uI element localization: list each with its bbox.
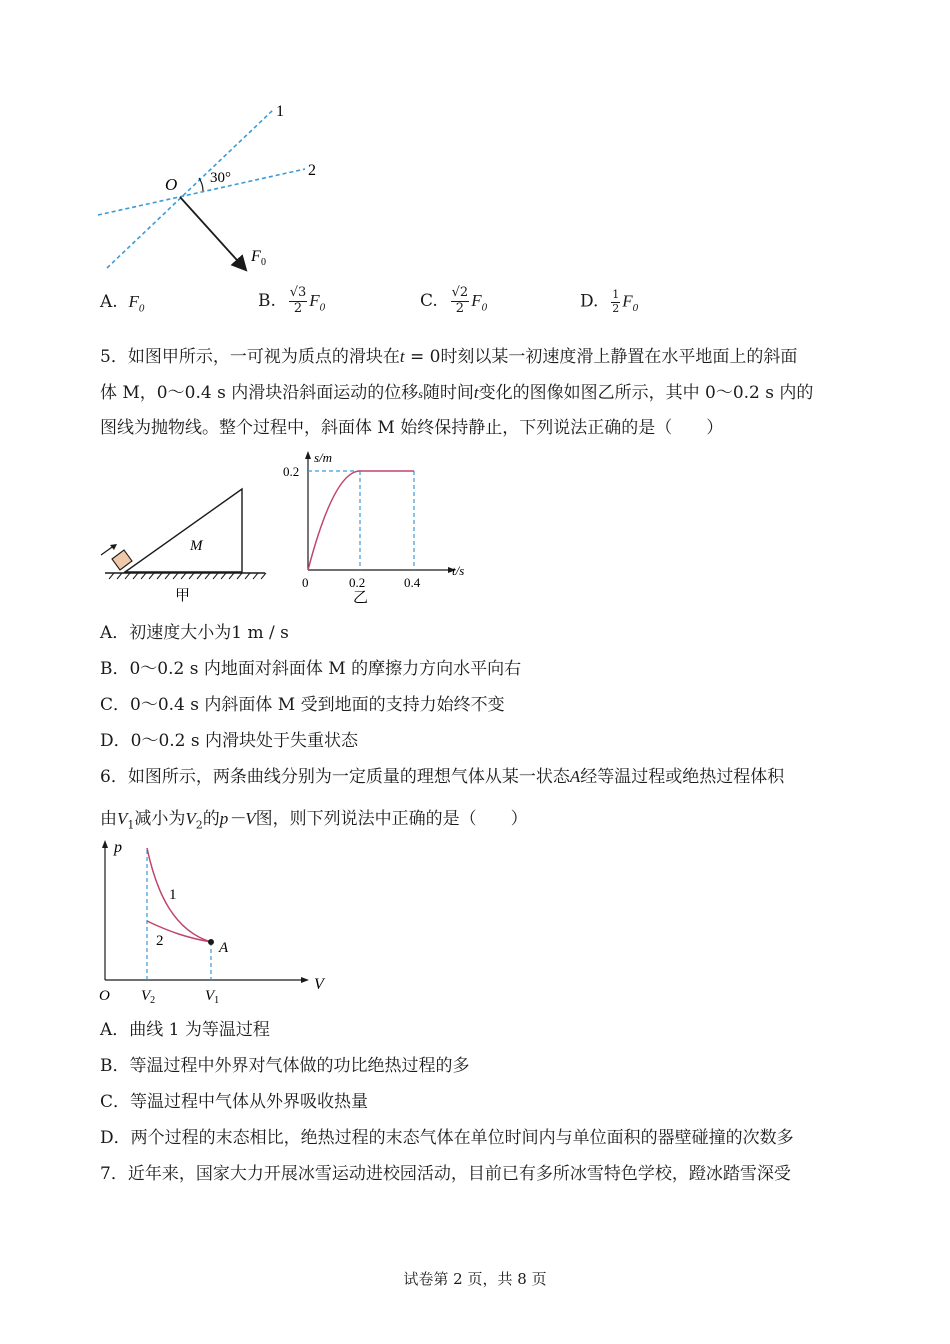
p-v-diagram	[90, 835, 340, 1010]
page-footer: 试卷第 2 页，共 8 页	[403, 1270, 547, 1288]
caption-yi: 乙	[353, 590, 369, 605]
label-p: p	[114, 839, 122, 856]
option-letter: B.	[258, 290, 276, 311]
option-letter: D.	[580, 291, 599, 312]
x-tick-label: 0.2	[349, 575, 366, 590]
slider-block	[112, 550, 132, 570]
s-t-graph	[280, 445, 480, 605]
y-axis-arrow	[305, 451, 311, 459]
q6-option-b[interactable]: B．等温过程中外界对气体做的功比绝热过程的多	[100, 1056, 470, 1076]
option-letter: C.	[420, 290, 438, 311]
x-tick-label: 0.4	[404, 575, 421, 590]
force-arrow	[180, 197, 245, 269]
q5-stem-line-1: 5．如图甲所示，一可视为质点的滑块在t = 0时刻以某一初速度滑上静置在水平地面上的斜面	[100, 347, 798, 367]
x-tick-label: 0	[302, 575, 309, 590]
force-subscript: 0	[261, 257, 266, 268]
curve-1	[147, 848, 211, 942]
label-A: A	[219, 940, 229, 956]
q5-option-d[interactable]: D．0～0.2 s 内滑块处于失重状态	[100, 731, 359, 751]
q6-stem-line-1: 6．如图所示，两条曲线分别为一定质量的理想气体从某一状态A经等温过程或绝热过程体积	[100, 767, 785, 787]
incline-block-M	[125, 489, 242, 572]
q6-option-d[interactable]: D．两个过程的末态相比，绝热过程的末态气体在单位时间内与单位面积的器壁碰撞的次数多	[100, 1128, 794, 1148]
fraction: $\frac{√2}{2}$	[451, 285, 469, 316]
x-axis-label: t/s	[452, 563, 465, 578]
fraction: $\frac{√3}{2}$	[289, 285, 307, 316]
y-tick-label: 0.2	[283, 464, 300, 479]
state-point-A	[208, 939, 214, 945]
ground-hatching	[109, 573, 266, 579]
curve-2-label: 2	[156, 933, 164, 949]
v-axis-arrow	[301, 977, 309, 983]
q6-option-a[interactable]: A．曲线 1 为等温过程	[100, 1020, 270, 1040]
label-2: 2	[308, 162, 316, 179]
force-label: F	[251, 248, 261, 265]
incline-figure	[95, 480, 275, 605]
q7-stem-line-1: 7．近年来，国家大力开展冰雪运动进校园活动，目前已有多所冰雪特色学校，蹬冰踏雪深受	[100, 1164, 791, 1184]
parabola-curve	[308, 471, 360, 570]
curve-1-label: 1	[169, 887, 177, 903]
p-axis-arrow	[102, 840, 108, 848]
option-letter: A.	[100, 292, 118, 312]
dashed-line-2	[98, 169, 305, 215]
q4-option-a[interactable]: A. $F_0$	[100, 292, 145, 315]
angle-arc	[199, 178, 203, 191]
q4-option-d[interactable]: D. $\frac{1}{2}$ $F_0$	[580, 288, 639, 315]
angle-label: 30°	[210, 170, 231, 186]
caption-jia: 甲	[175, 588, 191, 604]
q5-option-b[interactable]: B．0～0.2 s 内地面对斜面体 M 的摩擦力方向水平向右	[100, 659, 522, 679]
label-V: V	[314, 976, 324, 993]
label-O: O	[165, 175, 178, 194]
q6-stem-line-2: 由$V_1$减小为$V_2$的p－V图，则下列说法中正确的是（ ）	[100, 809, 528, 832]
label-V1: $V_1$	[205, 988, 220, 1006]
q6-option-c[interactable]: C．等温过程中气体从外界吸收热量	[100, 1092, 369, 1112]
label-1: 1	[276, 103, 284, 120]
velocity-arrowhead	[110, 544, 117, 550]
label-O: O	[99, 988, 110, 1004]
dashed-line-1	[107, 110, 273, 268]
q4-option-b[interactable]: B. $\frac{√3}{2}$ $F_0$	[258, 285, 326, 316]
label-M: M	[190, 538, 203, 554]
force-diagram	[95, 95, 335, 285]
q5-option-a[interactable]: A．初速度大小为1 m / s	[100, 623, 289, 643]
q5-option-c[interactable]: C．0～0.4 s 内斜面体 M 受到地面的支持力始终不变	[100, 695, 505, 715]
q5-stem-line-2: 体 M，0～0.4 s 内滑块沿斜面运动的位移s随时间t变化的图像如图乙所示，其中 0～0.2 s 内的	[100, 383, 814, 403]
label-V2: $V_2$	[141, 988, 156, 1006]
y-axis-label: s/m	[314, 450, 333, 465]
q5-stem-line-3: 图线为抛物线。整个过程中，斜面体 M 始终保持静止，下列说法正确的是（ ）	[100, 418, 724, 438]
fraction: $\frac{1}{2}$	[612, 288, 620, 315]
q4-option-c[interactable]: C. $\frac{√2}{2}$ $F_0$	[420, 285, 488, 316]
